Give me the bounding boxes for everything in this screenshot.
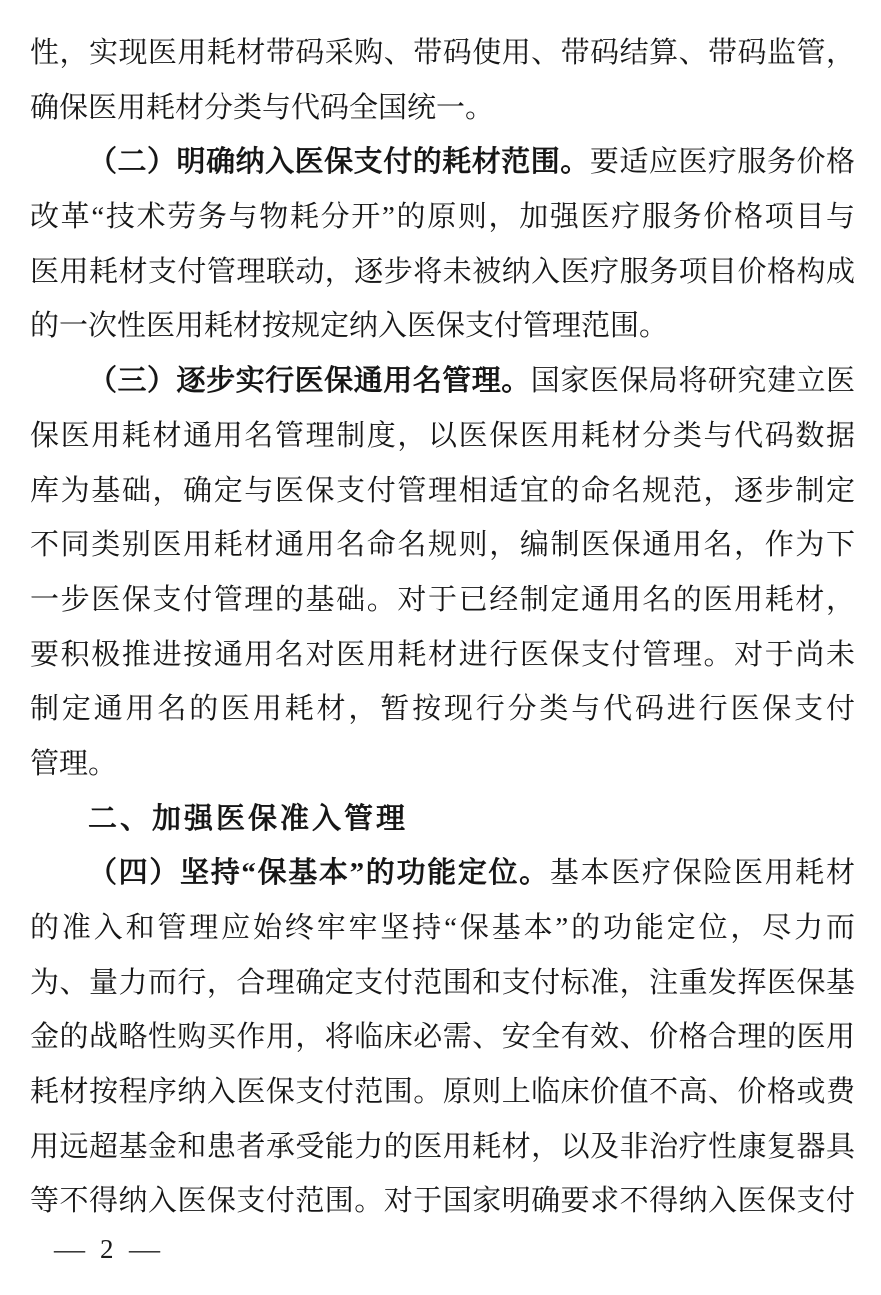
text-line [30,1120,855,1175]
page-number: 2 [100,1234,114,1264]
bold-lead: （二）明确纳入医保支付的耗材范围。 [88,146,590,179]
text-line [30,518,855,573]
line-text: 要积极推进按通用名对医用耗材进行医保支付管理。对于尚未 [30,638,855,671]
text-line [30,956,855,1011]
line-text: 确保医用耗材分类与代码全国统一。 [30,91,495,124]
bold-lead: （四）坚持“保基本”的功能定位。 [88,857,550,890]
text-line [30,573,855,628]
footer-dash-left: — [53,1234,86,1264]
page-footer [53,1234,160,1265]
line-text: 金的战略性购买作用，将临床必需、安全有效、价格合理的医用 [30,1021,855,1054]
line-text: 的一次性医用耗材按规定纳入医保支付管理范围。 [30,310,669,343]
line-text: 库为基础，确定与医保支付管理相适宜的命名规范，逐步制定 [30,474,855,507]
line-text: 的准入和管理应始终牢牢坚持“保基本”的功能定位，尽力而 [30,912,855,944]
line-text: 制定通用名的医用耗材，暂按现行分类与代码进行医保支付 [30,693,855,726]
line-text: 改革“技术劳务与物耗分开”的原则，加强医疗服务价格项目与 [30,201,855,234]
line-text: 一步医保支付管理的基础。对于已经制定通用名的医用耗材， [30,583,855,616]
line-text: 等不得纳入医保支付范围。对于国家明确要求不得纳入医保支付 [30,1185,855,1218]
bold-lead: （三）逐步实行医保通用名管理。 [88,365,531,398]
line-text: 保医用耗材通用名管理制度，以医保医用耗材分类与代码数据 [30,419,855,452]
section-heading [30,792,855,847]
text-line [30,737,855,792]
section-heading-text: 二、加强医保准入管理 [88,802,409,835]
line-text: 耗材按程序纳入医保支付范围。原则上临床价值不高、价格或费 [30,1076,855,1109]
line-text: 医用耗材支付管理联动，逐步将未被纳入医疗服务项目价格构成 [30,255,855,288]
document-body [30,26,855,1229]
line-text: 用远超基金和患者承受能力的医用耗材，以及非治疗性康复器具 [30,1130,855,1163]
text-line [30,190,855,245]
text-line [30,1174,855,1229]
line-text: 国家医保局将研究建立医 [530,365,855,398]
text-line [30,901,855,956]
line-text: 要适应医疗服务价格 [589,146,855,179]
text-line-paragraph-4-start [30,846,855,901]
text-line [30,409,855,464]
text-line [30,299,855,354]
line-text: 不同类别医用耗材通用名命名规则，编制医保通用名，作为下 [30,529,855,562]
line-text: 管理。 [30,747,118,780]
text-line [30,628,855,683]
text-line-paragraph-2-start [30,135,855,190]
line-text: 为、量力而行，合理确定支付范围和支付标准，注重发挥医保基 [30,966,855,999]
text-line [30,682,855,737]
text-line [30,26,855,81]
text-line [30,245,855,300]
line-text: 基本医疗保险医用耗材 [549,857,855,890]
text-line-paragraph-3-start [30,354,855,409]
line-text: 性，实现医用耗材带码采购、带码使用、带码结算、带码监管， [30,37,855,69]
text-line [30,1010,855,1065]
text-line [30,1065,855,1120]
text-line [30,81,855,136]
footer-dash-right: — [128,1234,160,1264]
text-line [30,464,855,519]
